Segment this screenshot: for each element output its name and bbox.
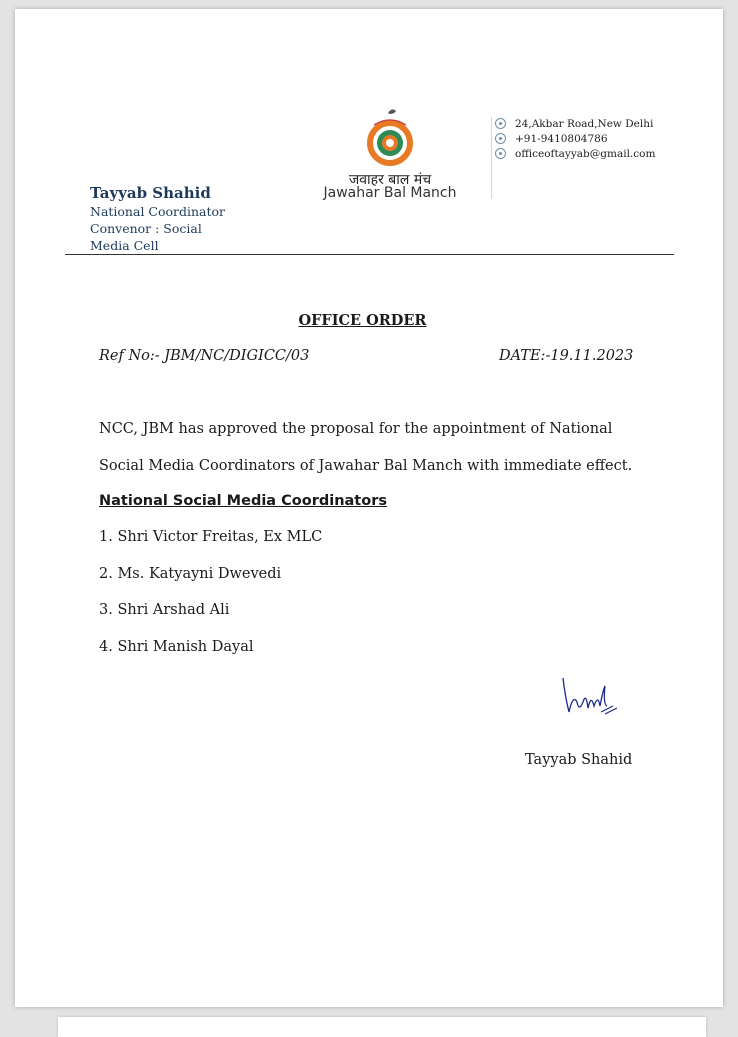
contact-email: [495, 146, 655, 161]
coordinator-item: 1. Shri Victor Freitas, Ex MLC: [99, 529, 323, 545]
email-text: officeoftayyab@gmail.com: [515, 147, 656, 160]
phone-text: +91-9410804786: [515, 132, 608, 145]
document-page: [15, 9, 723, 1007]
author-designation-line: Media Cell: [90, 238, 159, 253]
coordinator-item: 2. Ms. Katyayni Dwevedi: [99, 566, 282, 582]
email-icon: [495, 148, 506, 159]
signatory-name: Tayyab Shahid: [525, 752, 633, 768]
author-designation-line: National Coordinator: [90, 204, 226, 219]
coordinator-item: 4. Shri Manish Dayal: [99, 639, 254, 655]
handwritten-signature: [557, 672, 621, 722]
order-paragraph-line: Social Media Coordinators of Jawahar Bal Manch with immediate effect.: [99, 458, 633, 474]
contact-phone: [495, 131, 608, 146]
logo-hindi-text: जवाहर बाल मंच: [348, 172, 432, 188]
jawahar-bal-manch-logo: [360, 107, 420, 171]
contact-address: [495, 116, 653, 131]
coordinator-item: 3. Shri Arshad Ali: [99, 602, 230, 618]
address-text: 24,Akbar Road,New Delhi: [515, 117, 654, 130]
logo-english-text: Jawahar Bal Manch: [323, 185, 457, 201]
letterhead-divider: [65, 254, 674, 255]
next-page-edge: [58, 1017, 706, 1037]
order-paragraph-line: NCC, JBM has approved the proposal for the appointment of National: [99, 421, 613, 437]
location-icon: [495, 118, 506, 129]
contact-divider: [491, 117, 492, 199]
order-date: DATE:-19.11.2023: [499, 348, 634, 364]
coordinators-heading: National Social Media Coordinators: [99, 493, 387, 509]
reference-number: Ref No:- JBM/NC/DIGICC/03: [99, 348, 310, 364]
author-designation-line: Convenor : Social: [90, 221, 202, 236]
author-name: Tayyab Shahid: [90, 184, 211, 202]
phone-icon: [495, 133, 506, 144]
order-title: OFFICE ORDER: [298, 312, 427, 329]
